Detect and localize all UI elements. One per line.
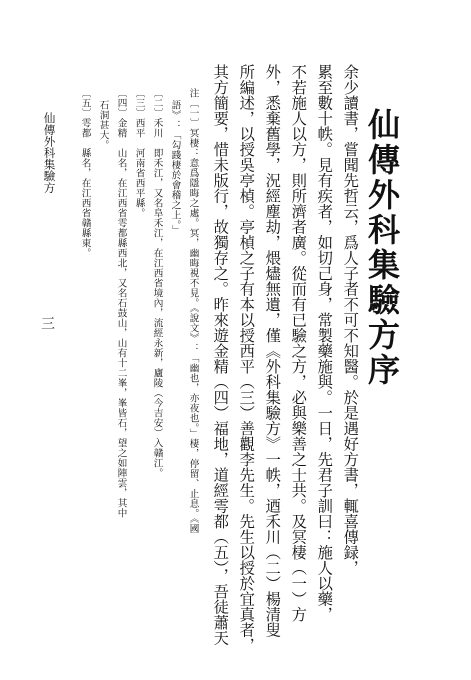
footnote-line: 〔四〕金精 山名，在江西省雩都縣西北，又名石鼓山，山有十二峯，峯皆石，望之如陣雲，其中 <box>115 88 127 518</box>
footnote-line: 〔五〕雩都 縣名，在江西省贛縣東。 <box>79 88 91 258</box>
page-number: 三 <box>39 316 55 330</box>
footnote-line: 〔三〕西平 河南省西平縣。 <box>133 88 145 218</box>
footnote-line: 〔二〕禾川 即禾江，又名阜禾江，在江西省境內，流經永新，廬陵（今吉安）入贛江。 <box>151 88 163 478</box>
body-text-line: 累至數十帙。見有疾者，如切己身，常製藥施與。一日，先君子訓曰：施人以藥， <box>315 64 334 622</box>
body-text-line: 外，悉棄舊學，況經塵劫，煨燼無遺，僅《外科集驗方》一帙，迺禾川（二）楊清叟 <box>263 64 282 638</box>
footnote-line: 語》：「勾踐棲於會稽之上。」 <box>169 100 181 236</box>
body-text-line: 所編述，以授吳亭楨。亭楨之子有本以授西平（三）善觀李先生。先生以授於宜真者， <box>237 64 256 653</box>
side-book-title: 仙傳外科集驗方 <box>42 112 57 194</box>
footnote-line: 石洞甚大。 <box>97 100 109 150</box>
body-text-line: 不若施人以方，則所濟者廣。從而有已驗之方，必與樂善之士共。及冥棲（一）方 <box>289 64 308 622</box>
body-text-line: 余少讀書，嘗聞先哲云，爲人子者不可不知醫。於是遇好方書，輒喜傳録， <box>341 64 360 576</box>
body-text-line: 其方簡要，惜未版行，故獨存之。昨來遊金精（四）福地，道經雩都（五），吾徒蕭天 <box>211 64 230 646</box>
preface-title: 仙傳外科集驗方序 <box>363 108 401 388</box>
footnote-line: 注〔一〕冥棲：意爲隱晦之處。冥，幽晦視不見。《說文》：「幽也，亦夜也。」棲，停留、止息。《國 <box>187 88 199 534</box>
